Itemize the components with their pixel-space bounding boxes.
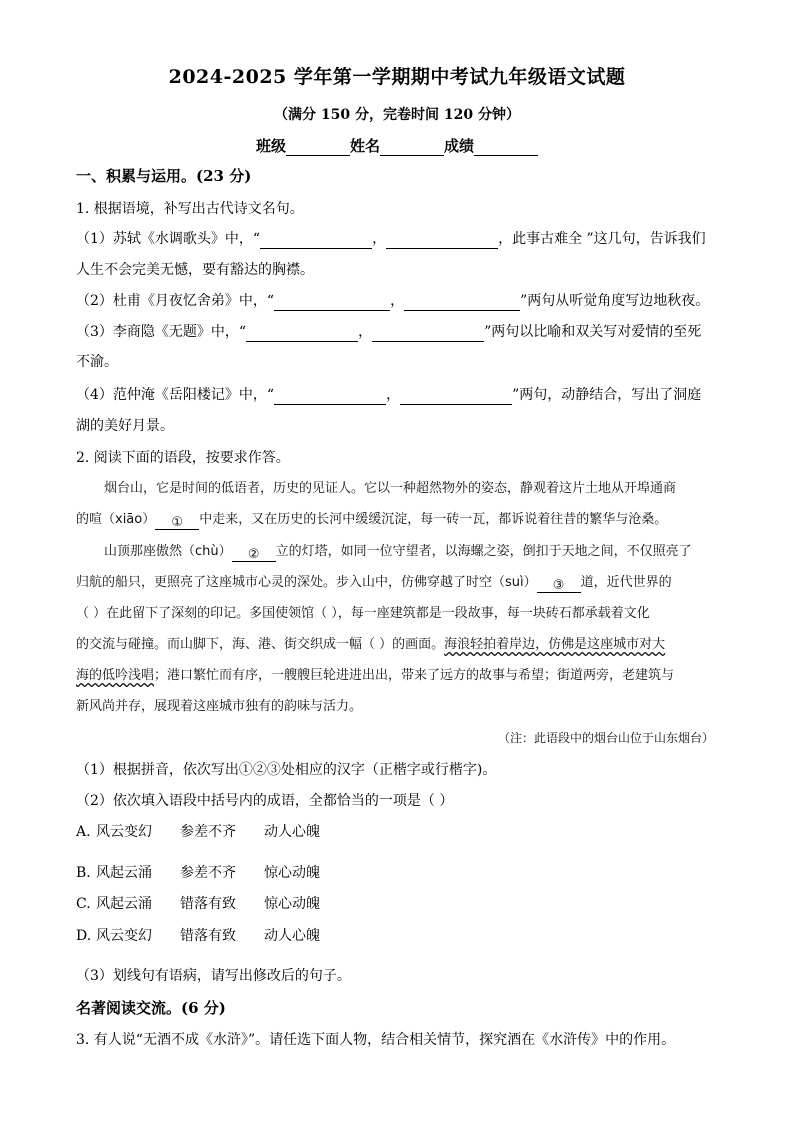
section2-heading: 名著阅读交流。(6 分): [76, 999, 226, 1017]
q1-item3-blank2[interactable]: [372, 325, 484, 342]
name-label: 姓名: [349, 137, 380, 155]
faulty-sentence-part1: 海浪轻拍着岸边，仿佛是这座城市对大: [444, 637, 666, 652]
q1-item1-blank1[interactable]: [260, 232, 372, 249]
q3-prompt: 3. 有人说“无酒不成《水浒》”。请任选下面人物，结合相关情节，探究酒在《水浒传》中的作用。: [76, 1032, 676, 1048]
q2-prompt: 2. 阅读下面的语段，按要求作答。: [76, 450, 290, 466]
passage-blank-2[interactable]: ②: [232, 545, 276, 562]
q1-item2-blank2[interactable]: [404, 294, 520, 311]
passage-p2-line5: 海的低吟浅唱；港口繁忙而有序，一艘艘巨轮进进出出，带来了远方的故事与希望；街道两旁，老建筑与: [76, 668, 675, 683]
passage-p2-line3: （ ）在此留下了深刻的印记。多国使领馆（ ），每一座建筑都是一段故事，每一块砖石都承载着文化: [76, 606, 650, 621]
passage-p2-line2: 归航的船只，更照亮了这座城市心灵的深处。步入山中，仿佛穿越了时空（suì） ③ 道，近代世界的: [76, 575, 672, 593]
passage-note: （注：此语段中的烟台山位于山东烟台）: [497, 731, 714, 745]
passage-p1-line2: 的喧（xiāo） ① 中走来，又在历史的长河中缓缓沉淀，每一砖一瓦，都诉说着往昔的繁华与沧桑。: [76, 512, 668, 530]
q1-item3-line1: （3）李商隐《无题》中，“ ， ”两句以比喻和双关写对爱情的至死: [76, 324, 702, 340]
name-blank[interactable]: [380, 139, 444, 156]
class-blank[interactable]: [286, 139, 350, 156]
q1-item1-blank2[interactable]: [386, 232, 498, 249]
q1-item3-line2: 不渝。: [76, 354, 118, 370]
option-b[interactable]: B. 风起云涌 参差不齐 惊心动魄: [76, 865, 320, 881]
passage-p1-line1: 烟台山，它是时间的低语者，历史的见证人。它以一种超然物外的姿态，静观着这片土地从开埠通商: [104, 481, 677, 496]
option-c[interactable]: C. 风起云涌 错落有致 惊心动魄: [76, 896, 320, 912]
q1-item3-blank1[interactable]: [246, 325, 358, 342]
score-blank[interactable]: [474, 139, 538, 156]
exam-title: 2024-2025 学年第一学期期中考试九年级语文试题: [168, 66, 626, 88]
passage-p2-line6: 新风尚并存，展现着这座城市独有的韵味与活力。: [76, 699, 363, 714]
q2-sub3: （3）划线句有语病，请写出修改后的句子。: [76, 968, 351, 984]
q1-item4-line1: （4）范仲淹《岳阳楼记》中，“ ， ”两句，动静结合，写出了洞庭: [76, 387, 702, 403]
exam-subtitle: （满分 150 分，完卷时间 120 分钟）: [274, 107, 520, 123]
passage-blank-3[interactable]: ③: [537, 576, 581, 593]
student-info-line: [0, 135, 794, 156]
q1-item4-line2: 湖的美好月景。: [76, 418, 174, 434]
q1-item1-line1: （1）苏轼《水调歌头》中，“ ， ，此事古难全 ”这几句，告诉我们: [76, 231, 706, 247]
q1-item1-line2: 人生不会完美无憾，要有豁达的胸襟。: [76, 262, 314, 278]
passage-blank-1[interactable]: ①: [155, 513, 199, 530]
q1-item2-blank1[interactable]: [274, 294, 390, 311]
q1-prompt: 1. 根据语境，补写出古代诗文名句。: [76, 201, 304, 217]
q1-item4-blank2[interactable]: [400, 388, 512, 405]
section1-heading: 一、积累与运用。(23 分): [76, 167, 252, 185]
option-d[interactable]: D. 风云变幻 错落有致 动人心魄: [76, 928, 320, 944]
passage-p2-line1: 山顶那座傲然（chù） ② 立的灯塔，如同一位守望者，以海螺之姿，倒扣于天地之间，不仅照亮了: [104, 544, 692, 562]
score-label: 成绩: [444, 137, 475, 155]
option-a[interactable]: A. 风云变幻 参差不齐 动人心魄: [76, 824, 320, 840]
q1-item4-blank1[interactable]: [274, 388, 386, 405]
passage-p2-line4: 的交流与碰撞。而山脚下，海、港、街交织成一幅（ ）的画面。海浪轻拍着岸边，仿佛是这座城市对大: [76, 637, 666, 652]
q1-item2: （2）杜甫《月夜忆舍弟》中，“ ， ”两句从听觉角度写边地秋夜。: [76, 293, 710, 309]
faulty-sentence-part2: 海的低吟浅唱: [76, 668, 155, 683]
class-label: 班级: [255, 137, 286, 155]
q2-sub1: （1）根据拼音，依次写出①②③处相应的汉字（正楷字或行楷字)。: [76, 762, 497, 778]
q2-sub2: （2）依次填入语段中括号内的成语，全都恰当的一项是（ ）: [76, 793, 454, 809]
